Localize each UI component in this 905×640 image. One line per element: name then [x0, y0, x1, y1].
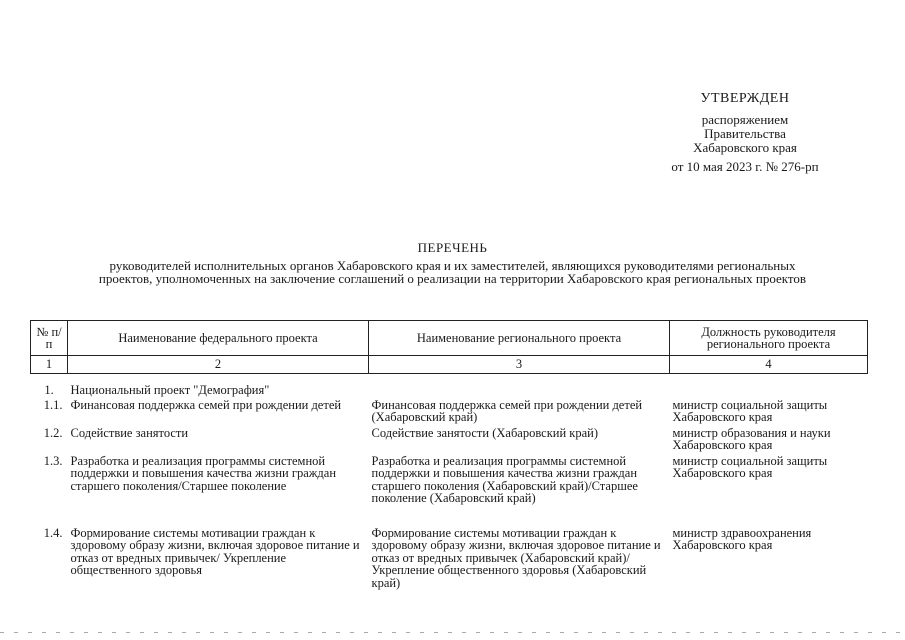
- approval-line-1: распоряжением: [701, 112, 789, 127]
- projects-table: [30, 320, 868, 593]
- project-head-position: министр социальной защиты Хабаровского края: [672, 453, 828, 480]
- table-row: [31, 397, 868, 425]
- document-title: ПЕРЕЧЕНЬ: [417, 240, 488, 255]
- regional-project: Разработка и реализация программы системной поддержки и повышения качества жизни граждан старшего поколения (Хабаровский край)/Старшее поколение (Хабаровский край): [371, 453, 638, 505]
- table-row: [31, 525, 868, 593]
- column-number: 4: [670, 356, 868, 374]
- row-number: 1.2.: [43, 425, 63, 440]
- approval-line-2: Правительства: [704, 126, 786, 141]
- subtitle-line-1: руководителей исполнительных органов Хабаровского края и их заместителей, являющихся руководителями региональных: [109, 258, 796, 273]
- table-row: [31, 453, 868, 525]
- section-row: [31, 374, 868, 397]
- federal-project: Финансовая поддержка семей при рождении детей: [70, 397, 342, 412]
- header-federal: Наименование федерального проекта: [68, 321, 369, 356]
- column-number: 1: [31, 356, 68, 374]
- section-label: Национальный проект "Демография": [70, 383, 270, 397]
- row-number: 1.1.: [43, 397, 63, 412]
- header-num: № п/п: [31, 321, 68, 356]
- subtitle-line-2: проектов, уполномоченных на заключение соглашений о реализации на территории Хабаровского края региональных проектов: [98, 271, 807, 286]
- approval-line-3: Хабаровского края: [693, 140, 797, 155]
- document-subtitle: [30, 259, 875, 285]
- page-edge-dotted-line: [0, 632, 905, 633]
- regional-project: Содействие занятости (Хабаровский край): [371, 425, 599, 440]
- approval-date: от 10 мая 2023 г. № 276-рп: [671, 159, 819, 174]
- approval-heading: УТВЕРЖДЕН: [700, 91, 790, 106]
- column-number: 3: [369, 356, 670, 374]
- project-head-position: министр социальной защиты Хабаровского края: [672, 397, 828, 424]
- federal-project: Разработка и реализация программы системной поддержки и повышения качества жизни граждан старшего поколения/Старшее поколение: [70, 453, 337, 493]
- header-regional: Наименование регионального проекта: [369, 321, 670, 356]
- column-numbers-row: [31, 356, 868, 374]
- approval-block: [640, 92, 850, 174]
- federal-project: Содействие занятости: [70, 425, 189, 440]
- project-head-position: министр образования и науки Хабаровского края: [672, 425, 831, 452]
- table-row: [31, 425, 868, 453]
- row-number: 1.3.: [43, 453, 63, 468]
- federal-project: Формирование системы мотивации граждан к здоровому образу жизни, включая здоровое питание и отказ от вредных привычек/ Укрепление общественного здоровья: [70, 525, 360, 577]
- header-position: Должность руководителя регионального проекта: [670, 321, 868, 356]
- row-number: 1.4.: [43, 525, 63, 540]
- section-number: 1.: [44, 383, 54, 397]
- column-number: 2: [68, 356, 369, 374]
- regional-project: Финансовая поддержка семей при рождении детей (Хабаровский край): [371, 397, 643, 424]
- project-head-position: министр здравоохранения Хабаровского края: [672, 525, 812, 552]
- table-header-row: [31, 321, 868, 356]
- regional-project: Формирование системы мотивации граждан к здоровому образу жизни, включая здоровое питание и отказ от вредных привычек (Хабаровский край)/Укрепление общественного здоровья (Хабаровский край): [371, 525, 661, 590]
